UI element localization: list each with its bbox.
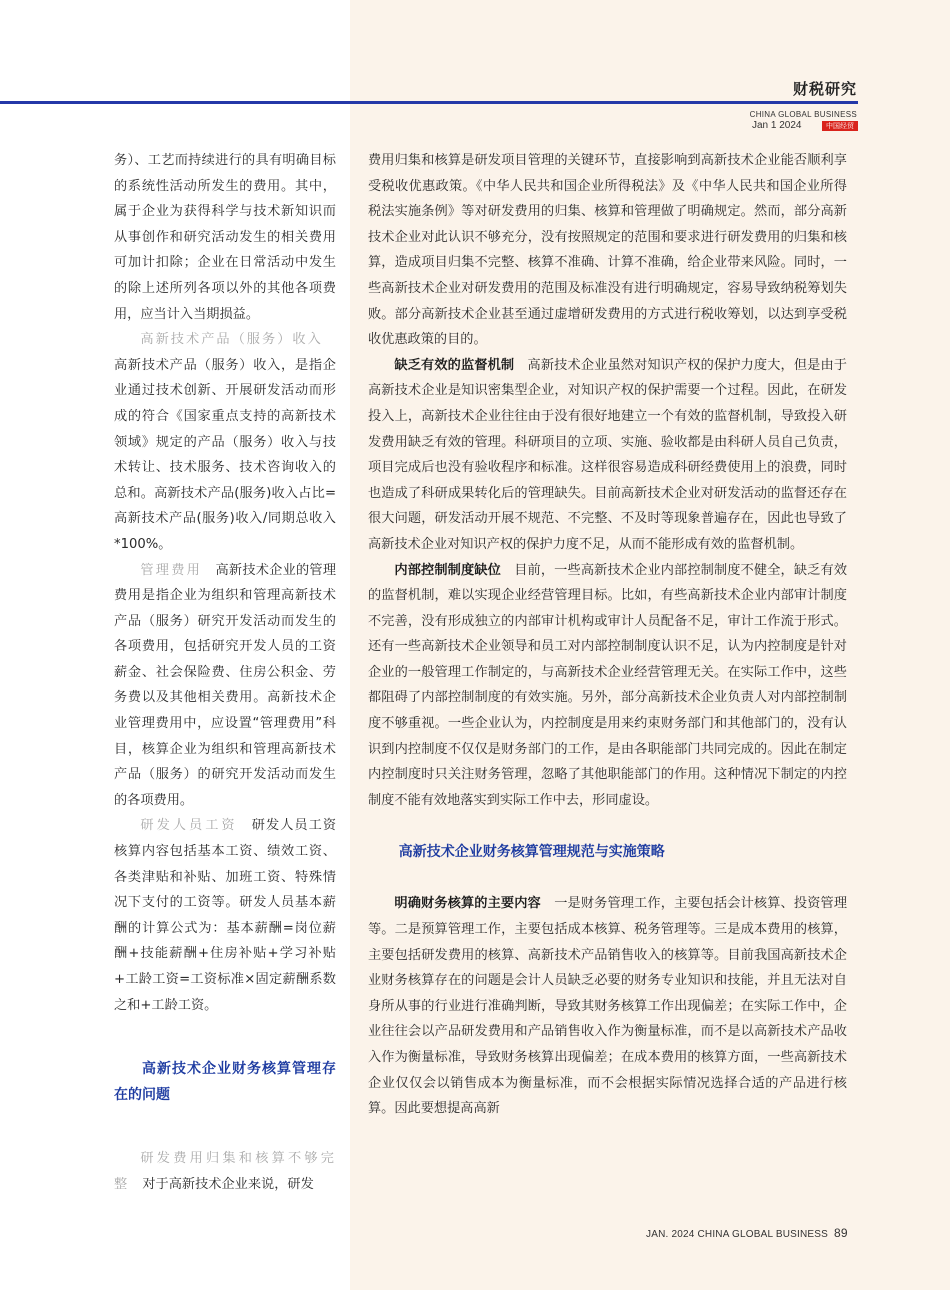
paragraph-body: 一是财务管理工作，主要包括会计核算、投资管理等。二是预算管理工作，主要包括成本核算、税务管理等。三是成本费用的核算，主要包括研发费用的核算、高新技术产品销售收入的核算等。目前我国高新技术企业财务核算存在的问题是会计人员缺乏必要的财务专业知识和技能，并且无法对自身所从事的行业进行准确判断，导致其财务核算工作出现偏差；在实际工作中，企业往往会以产品研发费用和产品销售收入作为衡量标准，而不是以高新技术产品收入作为衡量标准，导致财务核算出现偏差；在成本费用的核算方面，一些高新技术企业仅仅会以销售成本为衡量标准，而不会根据实际情况选择合适的产品进行核算。因此要想提高高新 xyxy=(368,896,848,1117)
paragraph xyxy=(114,813,336,1018)
paragraph-body: 高新技术企业的管理费用是指企业为组织和管理高新技术产品（服务）研究开发活动而发生的各项费用，包括研究开发人员的工资薪金、社会保险费、住房公积金、劳务费以及其他相关费用。高新技术企业管理费用中，应设置“管理费用”科目，核算企业为组织和管理高新技术产品（服务）的研究开发活动而发生的各项费用。 xyxy=(114,562,337,808)
subheading: 缺乏有效的监督机制 xyxy=(394,357,515,373)
paragraph-body: 高新技术产品（服务）收入，是指企业通过技术创新、开展研发活动而形成的符合《国家重点支持的高新技术领域》规定的产品（服务）收入与技术转让、技术服务、技术咨询收入的总和。高新技术产品(服务)收入占比=高新技术产品(服务)收入/同期总收入*100%。 xyxy=(114,357,336,552)
subheading: 管理费用 xyxy=(140,562,203,578)
paragraph: 费用归集和核算是研发项目管理的关键环节，直接影响到高新技术企业能否顺利享受税收优惠政策。《中华人民共和国企业所得税法》及《中华人民共和国企业所得税法实施条例》等对研发费用的归集、核算和管理做了明确规定。然而，部分高新技术企业对此认识不够充分，没有按照规定的范围和要求进行研发费用的归集和核算，造成项目归集不完整、核算不准确、计算不准确，给企业带来风险。同时，一些高新技术企业对研发费用的范围及标准没有进行明确规定，容易导致纳税筹划失败。部分高新技术企业甚至通过虚增研发费用的方式进行税收筹划，以达到享受税收优惠政策的目的。 xyxy=(368,153,847,348)
paragraph-body: 对于高新技术企业来说，研发 xyxy=(142,1176,314,1192)
publication-name: CHINA GLOBAL BUSINESS xyxy=(749,110,857,119)
publication-logo: 中国经贸 xyxy=(822,121,858,131)
subheading: 明确财务核算的主要内容 xyxy=(394,896,541,912)
paragraph xyxy=(114,327,336,557)
paragraph-body: 研发人员工资核算内容包括基本工资、绩效工资、各类津贴和补贴、加班工资、特殊情况下支付的工资等。研发人员基本薪酬的计算公式为：基本薪酬=岗位薪酬+技能薪酬+住房补贴+学习补贴+工龄工资=工资标准×固定薪酬系数之和+工龄工资。 xyxy=(114,818,337,1013)
paragraph-body: 高新技术企业虽然对知识产权的保护力度大，但是由于高新技术企业是知识密集型企业，对知识产权的保护需要一个过程。因此，在研发投入上，高新技术企业往往由于没有很好地建立一个有效的监督机制，导致投入研发费用缺乏有效的管理。科研项目的立项、实施、验收都是由科研人员自己负责，项目完成后也没有验收程序和标准。这样很容易造成科研经费使用上的浪费，同时也造成了科研成果转化后的管理缺失。目前高新技术企业对研发活动的监督还存在很大问题，研发活动开展不规范、不完整、不及时等现象普遍存在，因此也导致了高新技术企业对知识产权的保护力度不足，从而不能形成有效的监督机制。 xyxy=(368,357,847,552)
page-footer xyxy=(646,1226,848,1240)
paragraph xyxy=(114,1146,336,1197)
header-rule xyxy=(0,101,858,104)
page-number: 89 xyxy=(834,1226,848,1240)
subheading: 高新技术产品（服务）收入 xyxy=(140,332,323,348)
footer-text: JAN. 2024 CHINA GLOBAL BUSINESS xyxy=(646,1229,829,1240)
subheading: 研发人员工资 xyxy=(140,818,238,834)
issue-date: Jan 1 2024 xyxy=(752,120,802,131)
paragraph xyxy=(368,558,847,814)
subheading: 内部控制制度缺位 xyxy=(394,562,501,578)
section-title: 财税研究 xyxy=(792,80,857,98)
paragraph xyxy=(368,353,847,558)
section-heading: 高新技术企业财务核算管理存在的问题 xyxy=(114,1061,336,1104)
paragraph xyxy=(114,558,336,814)
paragraph: 务）、工艺而持续进行的具有明确目标的系统性活动所发生的费用。其中，属于企业为获得科学与技术新知识而从事创作和研究活动发生的相关费用可加计扣除；企业在日常活动中发生的除上述所列各项以外的其他各项费用，应当计入当期损益。 xyxy=(114,153,336,322)
right-column xyxy=(368,148,847,1122)
section-heading: 高新技术企业财务核算管理规范与实施策略 xyxy=(398,844,665,861)
left-column xyxy=(114,148,336,1197)
paragraph xyxy=(368,891,847,1121)
paragraph-body: 目前，一些高新技术企业内部控制制度不健全，缺乏有效的监督机制，难以实现企业经营管理目标。比如，有些高新技术企业内部审计制度不完善，没有形成独立的内部审计机构或审计人员配备不足，审计工作流于形式。还有一些高新技术企业领导和员工对内部控制制度认识不足，认为内控制度是针对企业的一般管理工作制定的，与高新技术企业经营管理无关。在实际工作中，这些都阻碍了内部控制制度的有效实施。另外，部分高新技术企业负责人对内部控制制度不够重视。一些企业认为，内控制度是用来约束财务部门和其他部门的，没有认识到内控制度不仅仅是财务部门的工作，是由各职能部门共同完成的。因此在制定内控制度时只关注财务管理，忽略了其他职能部门的作用。这种情况下制定的内控制度不能有效地落实到实际工作中去，形同虚设。 xyxy=(368,562,848,808)
subheading: 研发费用归集和核算不够完整 xyxy=(114,1151,336,1192)
